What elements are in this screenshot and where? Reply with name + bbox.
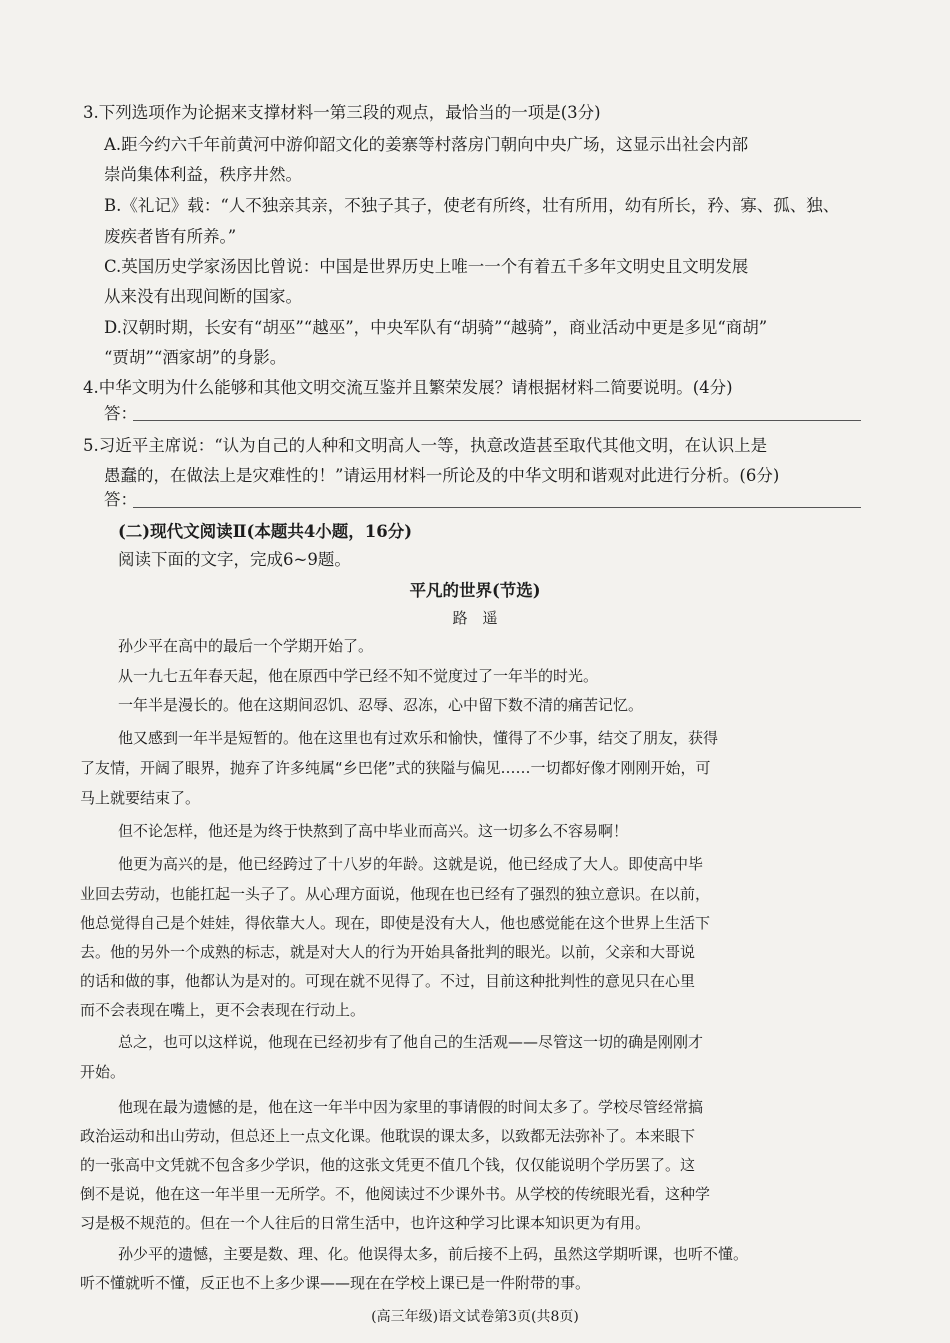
- passage-line: 他总觉得自己是个娃娃，得依靠大人。现在，即使是没有大人，他也感觉能在这个世界上生活下: [80, 914, 711, 932]
- passage-line: 他又感到一年半是短暂的。他在这里也有过欢乐和愉快，懂得了不少事，结交了朋友，获得: [118, 729, 719, 747]
- question-5-answer-line: [133, 507, 861, 508]
- passage-line: 从一九七五年春天起，他在原西中学已经不知不觉度过了一年半的时光。: [118, 667, 599, 685]
- question-5-answer-label: 答：: [104, 490, 137, 509]
- passage-line: 政治运动和出山劳动，但总还上一点文化课。他耽误的课太多，以致都无法弥补了。本来眼下: [80, 1127, 696, 1145]
- passage-line: 了友情，开阔了眼界，抛弃了许多纯属“乡巴佬”式的狭隘与偏见……一切都好像才刚刚开始，可: [80, 759, 711, 777]
- option-b-line-2: 废疾者皆有所养。”: [104, 227, 237, 246]
- question-4-answer-label: 答：: [104, 404, 137, 423]
- passage-line: 业回去劳动，也能扛起一头子了。从心理方面说，他现在也已经有了强烈的独立意识。在以前，: [80, 885, 711, 903]
- passage-line: 的一张高中文凭就不包含多少学识，他的这张文凭更不值几个钱，仅仅能说明个学历罢了。这: [80, 1156, 696, 1174]
- passage-line: 孙少平的遗憾，主要是数、理、化。他误得太多，前后接不上码，虽然这学期听课，也听不懂。: [118, 1245, 749, 1263]
- passage-line: 他更为高兴的是，他已经跨过了十八岁的年龄。这就是说，他已经成了大人。即使高中毕: [118, 855, 704, 873]
- page-footer: (高三年级)语文试卷第3页(共8页): [371, 1309, 579, 1325]
- question-4-stem: 4.中华文明为什么能够和其他文明交流互鉴并且繁荣发展？请根据材料二简要说明。(4分): [83, 378, 733, 397]
- question-4-answer-line: [133, 420, 861, 421]
- option-d-line-2: “贾胡”“酒家胡”的身影。: [104, 348, 287, 367]
- option-b-line-1: B.《礼记》载：“人不独亲其亲，不独子其子，使老有所终，壮有所用，幼有所长，矜、寡、孤、独、: [104, 196, 840, 215]
- option-c-line-1: C.英国历史学家汤因比曾说：中国是世界历史上唯一一个有着五千多年文明史且文明发展: [104, 257, 749, 276]
- passage-line: 习是极不规范的。但在一个人往后的日常生活中，也许这种学习比课本知识更为有用。: [80, 1214, 651, 1232]
- section-heading: (二)现代文阅读Ⅱ(本题共4小题，16分): [118, 522, 413, 541]
- passage-line: 孙少平在高中的最后一个学期开始了。: [118, 637, 374, 655]
- passage-line: 他现在最为遗憾的是，他在这一年半中因为家里的事请假的时间太多了。学校尽管经常搞: [118, 1098, 704, 1116]
- passage-line: 一年半是漫长的。他在这期间忍饥、忍辱、忍冻，心中留下数不清的痛苦记忆。: [118, 696, 644, 714]
- passage-line: 马上就要结束了。: [80, 789, 201, 807]
- passage-line: 的话和做的事，他都认为是对的。可现在就不见得了。不过，目前这种批判性的意见只在心里: [80, 972, 696, 990]
- option-a-line-2: 崇尚集体利益，秩序井然。: [104, 165, 302, 184]
- question-5-stem-line-1: 5.习近平主席说：“认为自己的人种和文明高人一等，执意改造甚至取代其他文明，在认识上是: [83, 436, 768, 455]
- option-a-line-1: A.距今约六千年前黄河中游仰韶文化的姜寨等村落房门朝向中央广场，这显示出社会内部: [104, 135, 749, 154]
- section-instruction: 阅读下面的文字，完成6~9题。: [118, 550, 351, 569]
- passage-line: 总之，也可以这样说，他现在已经初步有了他自己的生活观——尽管这一切的确是刚刚才: [118, 1033, 704, 1051]
- option-c-line-2: 从来没有出现间断的国家。: [104, 287, 302, 306]
- passage-line: 而不会表现在嘴上，更不会表现在行动上。: [80, 1001, 366, 1019]
- question-3-stem: 3.下列选项作为论据来支撑材料一第三段的观点，最恰当的一项是(3分): [83, 103, 601, 122]
- passage-line: 开始。: [80, 1063, 126, 1081]
- passage-line: 倒不是说，他在这一年半里一无所学。不，他阅读过不少课外书。从学校的传统眼光看，这种学: [80, 1185, 711, 1203]
- passage-author: 路 遥: [452, 609, 498, 627]
- question-5-stem-line-2: 愚蠢的，在做法上是灾难性的！”请运用材料一所论及的中华文明和谐观对此进行分析。(6分): [104, 466, 780, 485]
- option-d-line-1: D.汉朝时期，长安有“胡巫”“越巫”，中央军队有“胡骑”“越骑”，商业活动中更是多见“商胡”: [104, 318, 768, 337]
- passage-line: 听不懂就听不懂，反正也不上多少课——现在在学校上课已是一件附带的事。: [80, 1274, 591, 1292]
- passage-line: 但不论怎样，他还是为终于快熬到了高中毕业而高兴。这一切多么不容易啊！: [118, 822, 629, 840]
- passage-line: 去。他的另外一个成熟的标志，就是对大人的行为开始具备批判的眼光。以前，父亲和大哥说: [80, 943, 696, 961]
- passage-title: 平凡的世界(节选): [409, 581, 541, 600]
